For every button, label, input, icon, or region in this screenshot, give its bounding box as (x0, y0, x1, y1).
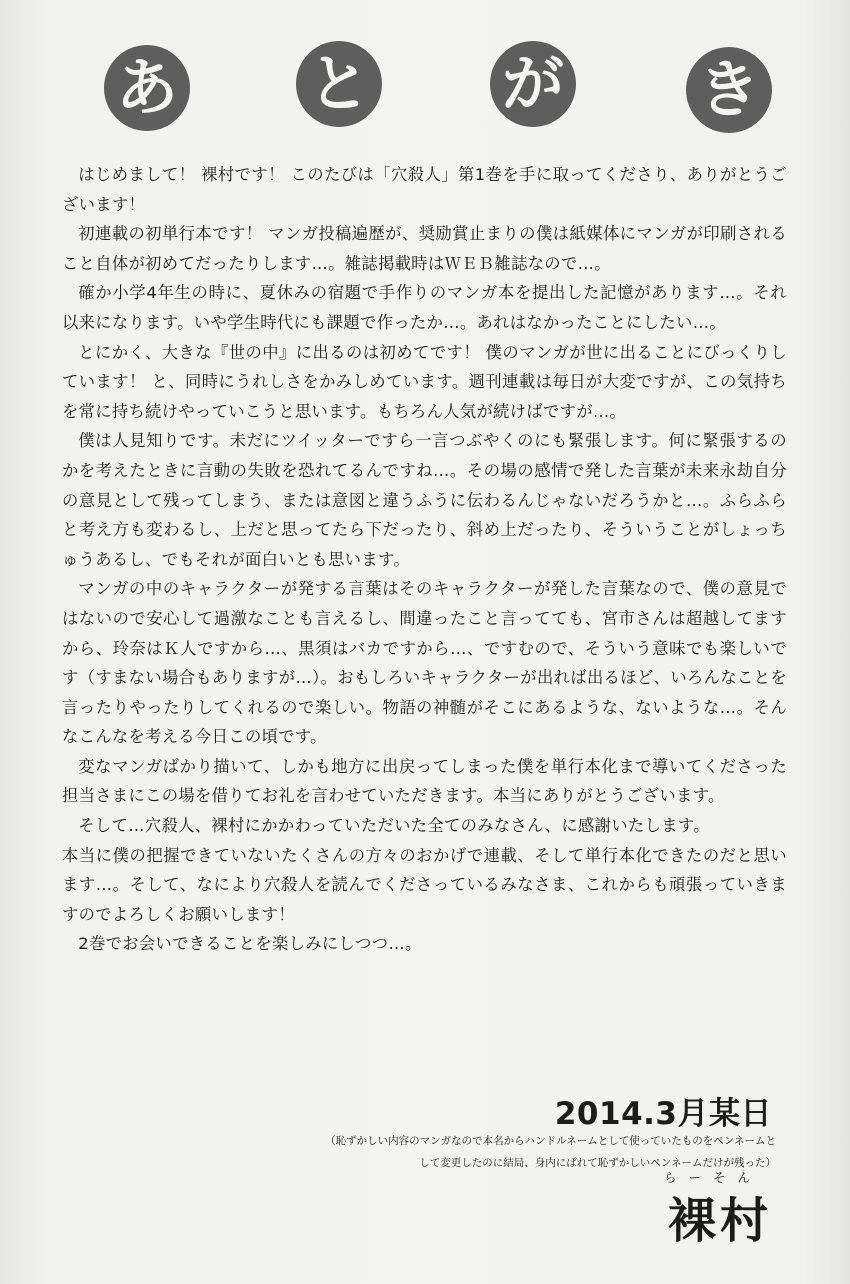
penname-note: （恥ずかしい内容のマンガなので本名からハンドルネームとして使っていたものをペンネームとして変更したのに結局、身内にばれて恥ずかしいペンネームだけが残った） (325, 1135, 776, 1169)
paragraph: 僕は人見知りです。未だにツイッターですら一言つぶやくのにも緊張します。何に緊張するのかを考えたときに言動の失敗を恐れてるんですね…。その場の感情で発した言葉が未来永劫自分の意見として残ってしまう、または意図と違うふうに伝わるんじゃないだろうかと…。ふらふらと考え方も変わるし、上だと思ってたら下だったり、斜め上だったり、そういうことがしょっちゅうあるし、でもそれが面白いとも思います。 (62, 431, 787, 569)
title-char-circle-2: と (296, 41, 382, 127)
paragraph: そして…穴殺人、裸村にかかわっていただいた全てのみなさん、に感謝いたします。 (78, 816, 710, 836)
paragraph: とにかく、大きな『世の中』に出るのは初めてです！ 僕のマンガが世に出ることにびっくりしています！ と、同時にうれしさをかみしめています。週刊連載は毎日が大変ですが、この気持ちを常に持ち続けやっていこうと思います。もちろん人気が続けばですが…。 (62, 342, 787, 421)
title-char-circle-1: あ (104, 45, 190, 131)
paragraph: 本当に僕の把握できていないたくさんの方々のおかげで連載、そして単行本化できたのだと思います…。そして、なにより穴殺人を読んでくださっているみなさま、これからも頑張っていきますのでよろしくお願いします！ (62, 845, 787, 924)
paragraph: 2巻でお会いできることを楽しみにしつつ…。 (78, 934, 422, 954)
paragraph: 初連載の初単行本です！ マンガ投稿遍歴が、奨励賞止まりの僕は紙媒体にマンガが印刷されること自体が初めてだったりします…。雑誌掲載時はＷＥＢ雑誌なので…。 (62, 224, 787, 273)
title-char-circle-3: が (490, 41, 576, 127)
paragraph: マンガの中のキャラクターが発する言葉はそのキャラクターが発した言葉なので、僕の意見ではないので安心して過激なことも言えるし、間違ったこと言ってても、宮市さんは超越してますから、玲奈はＫ人ですから…、黒須はバカですから…、ですむので、そういう意味でも楽しいです（すまない場合もありますが…）。おもしろいキャラクターが出れば出るほど、いろんなことを言ったりやったりしてくれるので楽しい。物語の神髄がそこにあるような、ないような…。そんなこんなを考える今日この頃です。 (62, 579, 787, 747)
afterword-title (0, 41, 850, 137)
paragraph: はじめまして！ 裸村です！ このたびは「穴殺人」第1巻を手に取ってくださり、ありがとうございます！ (62, 165, 787, 214)
title-char-circle-4: き (686, 47, 772, 133)
author-name-reading: らーそん (663, 1170, 762, 1185)
paragraph: 変なマンガばかり描いて、しかも地方に出戻ってしまった僕を単行本化まで導いてくださった担当さまにこの場を借りてお礼を言わせていただきます。本当にありがとうございます。 (62, 756, 787, 806)
paragraph: 確か小学4年生の時に、夏休みの宿題で手作りのマンガ本を提出した記憶があります…。それ以来になります。いや学生時代にも課題で作ったか…。あれはなかったことにしたい…。 (62, 283, 787, 332)
afterword-body (62, 160, 787, 959)
signature-date: 2014.3月某日 (554, 1096, 772, 1132)
author-name: 裸村 (667, 1193, 772, 1249)
